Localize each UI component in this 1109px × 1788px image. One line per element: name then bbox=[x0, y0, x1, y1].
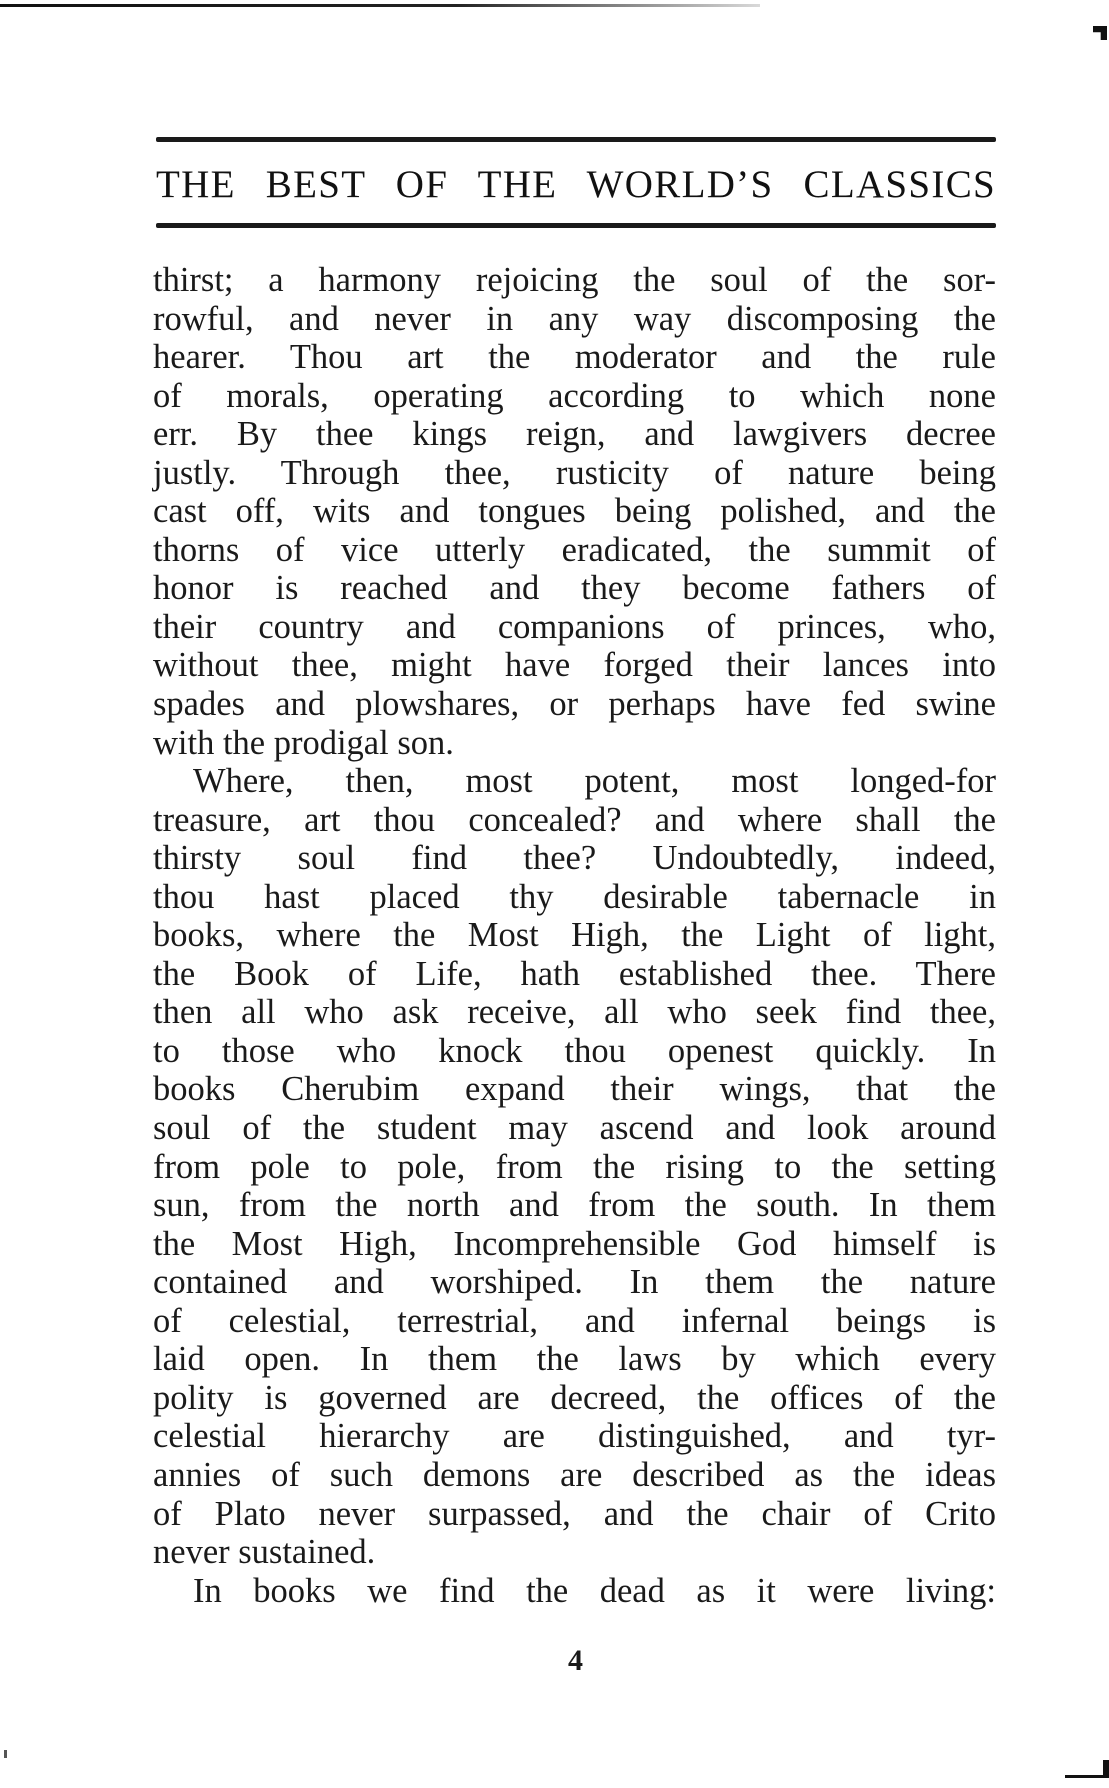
running-head: THE BEST OF THE WORLD’S CLASSICS bbox=[156, 163, 996, 206]
text-line: books Cherubim expand their wings, that the bbox=[153, 1070, 996, 1109]
text-line: cast off, wits and tongues being polished, and the bbox=[153, 492, 996, 531]
corner-mark-bottom-right bbox=[1065, 1768, 1109, 1778]
text-line: spades and plowshares, or perhaps have fed swine bbox=[153, 685, 996, 724]
text-line: from pole to pole, from the rising to the setting bbox=[153, 1147, 996, 1186]
text-line: celestial hierarchy are distinguished, and tyr- bbox=[153, 1417, 996, 1456]
text-line: of Plato never surpassed, and the chair of Crito bbox=[153, 1494, 996, 1533]
text-line: contained and worshiped. In them the nature bbox=[153, 1263, 996, 1302]
text-line: hearer. Thou art the moderator and the rule bbox=[153, 338, 996, 377]
text-line: justly. Through thee, rusticity of nature being bbox=[153, 453, 996, 492]
text-line: annies of such demons are described as the ideas bbox=[153, 1455, 996, 1494]
text-line: of morals, operating according to which none bbox=[153, 376, 996, 415]
text-line: books, where the Most High, the Light of light, bbox=[153, 916, 996, 955]
text-line: honor is reached and they become fathers of bbox=[153, 569, 996, 608]
top-edge-rule bbox=[0, 4, 760, 7]
paragraph-2 bbox=[153, 762, 996, 1571]
text-line: of celestial, terrestrial, and infernal beings is bbox=[153, 1301, 996, 1340]
text-line: with the prodigal son. bbox=[153, 723, 454, 762]
paragraph-1 bbox=[153, 261, 996, 762]
text-line: Where, then, most potent, most longed-for bbox=[193, 762, 996, 801]
text-line: polity is governed are decreed, the offices of the bbox=[153, 1378, 996, 1417]
text-line: to those who knock thou openest quickly. In bbox=[153, 1031, 996, 1070]
header-rule-top bbox=[156, 137, 996, 142]
corner-mark-top-right bbox=[1093, 26, 1107, 40]
text-line: soul of the student may ascend and look around bbox=[153, 1109, 996, 1148]
text-line: their country and companions of princes, who, bbox=[153, 607, 996, 646]
text-line: treasure, art thou concealed? and where shall the bbox=[153, 800, 996, 839]
text-line: never sustained. bbox=[153, 1533, 376, 1572]
text-line: thirsty soul find thee? Undoubtedly, indeed, bbox=[153, 839, 996, 878]
text-line: then all who ask receive, all who seek find thee, bbox=[153, 993, 996, 1032]
text-line: err. By thee kings reign, and lawgivers decree bbox=[153, 415, 996, 454]
text-line: In books we find the dead as it were living: bbox=[193, 1571, 996, 1610]
text-line: without thee, might have forged their lances into bbox=[153, 646, 996, 685]
text-line: sun, from the north and from the south. In them bbox=[153, 1186, 996, 1225]
header-rule-bottom bbox=[156, 223, 996, 228]
text-line: the Most High, Incomprehensible God himself is bbox=[153, 1224, 996, 1263]
page-number: 4 bbox=[568, 1644, 583, 1677]
text-line: laid open. In them the laws by which every bbox=[153, 1340, 996, 1379]
text-line: thorns of vice utterly eradicated, the summit of bbox=[153, 530, 996, 569]
text-line: the Book of Life, hath established thee. There bbox=[153, 954, 996, 993]
paragraph-3 bbox=[153, 1572, 996, 1611]
text-line: thirst; a harmony rejoicing the soul of the sor- bbox=[153, 261, 996, 299]
text-line: thou hast placed thy desirable tabernacle in bbox=[153, 877, 996, 916]
body-text bbox=[153, 261, 996, 1610]
margin-speck bbox=[4, 1750, 7, 1758]
text-line: rowful, and never in any way discomposing the bbox=[153, 299, 996, 338]
